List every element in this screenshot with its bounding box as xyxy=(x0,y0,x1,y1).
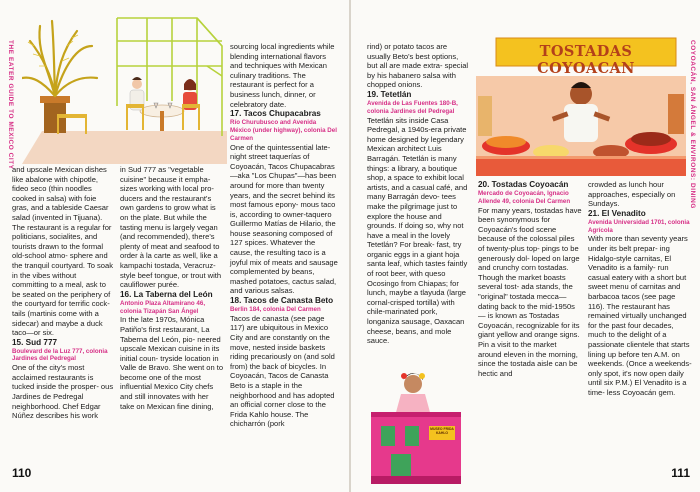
right-column-2 xyxy=(478,180,582,378)
body-text: In the late 1970s, Mónica Patiño's first restaurant, La Taberna del León, pio- neered upscale Mexican cuisine in its initial coun- tryside location in Valle de Bravo. She went on to become one of the most influential Mexico City chefs and still innovates with her take on Mexican fine dining, xyxy=(120,315,224,411)
body-text: One of the city's most acclaimed restaurants is tucked inside the prosper- ous Jardines de Pedregal neighborhood. Chef Edgar Núñez describes his work xyxy=(12,363,114,421)
body-text: sourcing local ingredients while blending international flavors and techniques with Mexican culinary traditions. The restaurant is perfect for a business lunch, dinner, or celebratory date. xyxy=(230,42,335,109)
entry-heading: 15. Sud 777 xyxy=(12,337,58,347)
right-column-3 xyxy=(588,180,692,397)
entry-heading: 18. Tacos de Canasta Beto xyxy=(230,296,334,306)
page-number-right: 111 xyxy=(671,466,690,480)
entry-heading: 17. Tacos Chupacabras xyxy=(230,109,321,119)
body-text: in Sud 777 as "vegetable cuisine" because it empha- sizes working with local pro- ducers and the restaurant's own gardens to grow what is on the plate. But while the tasting menu is largely vegan (and recommended), there's plenty of meat and seafood to order à la carte as well, like a kampachi tostada, Veracruz-style beef tongue, or trout with cauliflower purée. xyxy=(120,165,222,290)
body-text: crowded as lunch hour approaches, especially on Sundays. xyxy=(588,180,676,209)
entry-heading: 21. El Venadito xyxy=(588,208,646,218)
running-head-right: COYOACÁN, SAN ÁNGEL & ENVIRONS: DINING xyxy=(689,40,696,209)
tostadas-stall-illustration xyxy=(476,36,686,176)
left-column-1 xyxy=(12,165,114,421)
entry-address: Avenida Universidad 1701, colonia Agrícola xyxy=(588,218,690,234)
running-head-left: THE EATER GUIDE TO MEXICO CITY xyxy=(7,40,14,170)
stall-sign-text: TOSTADAS COYOACAN xyxy=(537,43,635,77)
left-column-2 xyxy=(120,165,224,411)
courtyard-illustration xyxy=(22,6,227,164)
body-text: rind) or potato tacos are usually Beto's best options, but all are made extra- special by his habanero salsa with chopped onions. xyxy=(367,42,469,90)
body-text: For many years, tostadas have been synonymous for Coyoacán's food scene because of the colossal piles of twenty-plus top- pings to be generously dol- loped on large and crunchy corn tostadas. Though the market boasts several tost- ada stands, the "original" tostada mecca—dating back to the mid-1950s— is known as Tostadas Coyoacán, recognizable for its giant yellow and orange signs. Pin a visit to the market around eleven in the morning, since the tostada aisle can be hectic and xyxy=(478,205,582,378)
entry-address: Boulevard de la Luz 777, colonia Jardines del Pedregal xyxy=(12,347,108,363)
body-text: Tacos de canasta (see page 117) are ubiquitous in Mexico City and are constantly on the move, nested inside baskets riding precariously on (and sold from) the back of bicycles. In Coyoacán, Tacos de Canasta Beto is a staple in the neighborhood and has adopted an official corner close to the Frida Kahlo house. The chicharrón (pork xyxy=(230,313,335,429)
entry-heading: 16. La Taberna del León xyxy=(120,289,213,299)
left-page xyxy=(0,0,349,492)
body-text: With more than seventy years under its belt prepar- ing Hidalgo-style carnitas, El Venadito is a family- run casual eatery with a short but sweet menu of carnitas and barbacoa tacos (see page 116). The restaurant has remained virtually unchanged for the past four decades, much to the delight of a passionate clientele that starts lining up before ten A.M. on weekends. (Once a weekends-only spot, it's now open daily until six P.M.) El Venadito is a time- less Coyoacán gem. xyxy=(588,234,692,397)
frida-museum-illustration xyxy=(371,364,461,484)
left-column-3 xyxy=(230,42,338,429)
body-text: One of the quintessential late-night street taquerías of Coyoacán, Tacos Chupacabras—aka "Los Chupas"—has been around for more than twenty years, and the secret behind its most famous epony- mous taco is, according to owner-taquero Guillermo Matías de Hilario, the house seasoning composed of 127 spices. Whatever the cause, the resulting taco is a joyful mix of meats and sausage complemented by beans, mashed potatoes, cactus salad, and various salsas. xyxy=(230,142,338,296)
entry-heading: 19. Tetetlán xyxy=(367,89,412,99)
museum-sign-text: MUSEO FRIDA KAHLO xyxy=(430,427,454,436)
entry-address: Río Churubusco and Avenida México (under highway), colonia Del Carmen xyxy=(230,119,337,142)
body-text: and upscale Mexican dishes like abalone with chipotle, fideo seco (thin noodles cooked in salsa) with foie gras, and a tableside Caesar salad (invented in Tijuana). The restaurant is a regular for politicians, socialites, and tourists drawn to the formal old-school atmo- sphere and the tranquil courtyard. To soak in the vibes without committing to a meal, ask to be seated on the periphery of the courtyard for terrific cock- tails (martinis come with a sidecar) and maybe a duck taco—or six. xyxy=(12,165,113,338)
right-page xyxy=(351,0,700,492)
entry-address: Antonio Plaza Altamirano 46, colonia Tizapán San Ángel xyxy=(120,299,206,315)
page-number-left: 110 xyxy=(12,466,32,480)
body-text: Tetetlán sits inside Casa Pedregal, a 1940s-era private home designed by legendary Mexican architect Luis Barragán. Tetetlán is many things: a library, a boutique shop, a space to exhibit local artists, and a casual café, and many Barragán devo- tees make the pilgrimage just to explore the house and grounds. If doing so, why not have a meal in the lovely Tetetlán? For break- fast, try organic eggs in a giant hoja santa leaf, which tastes faintly of root beer, with queso Ocosingo from Chiapas; for lunch, maybe a tlayuda (large cornal-crisped tortilla) with chile-marinated pork, longaniza sausage, Oaxacan cheese, beans, and mole sauce. xyxy=(367,115,468,346)
right-column-1 xyxy=(367,42,469,346)
entry-address: Mercado de Coyoacán, Ignacio Allende 49, colonia Del Carmen xyxy=(478,190,571,205)
entry-heading: 20. Tostadas Coyoacán xyxy=(478,180,569,189)
entry-address: Berlin 184, colonia Del Carmen xyxy=(230,306,321,314)
entry-address: Avenida de Las Fuentes 180-B, colonia Jardines del Pedregal xyxy=(367,99,458,115)
